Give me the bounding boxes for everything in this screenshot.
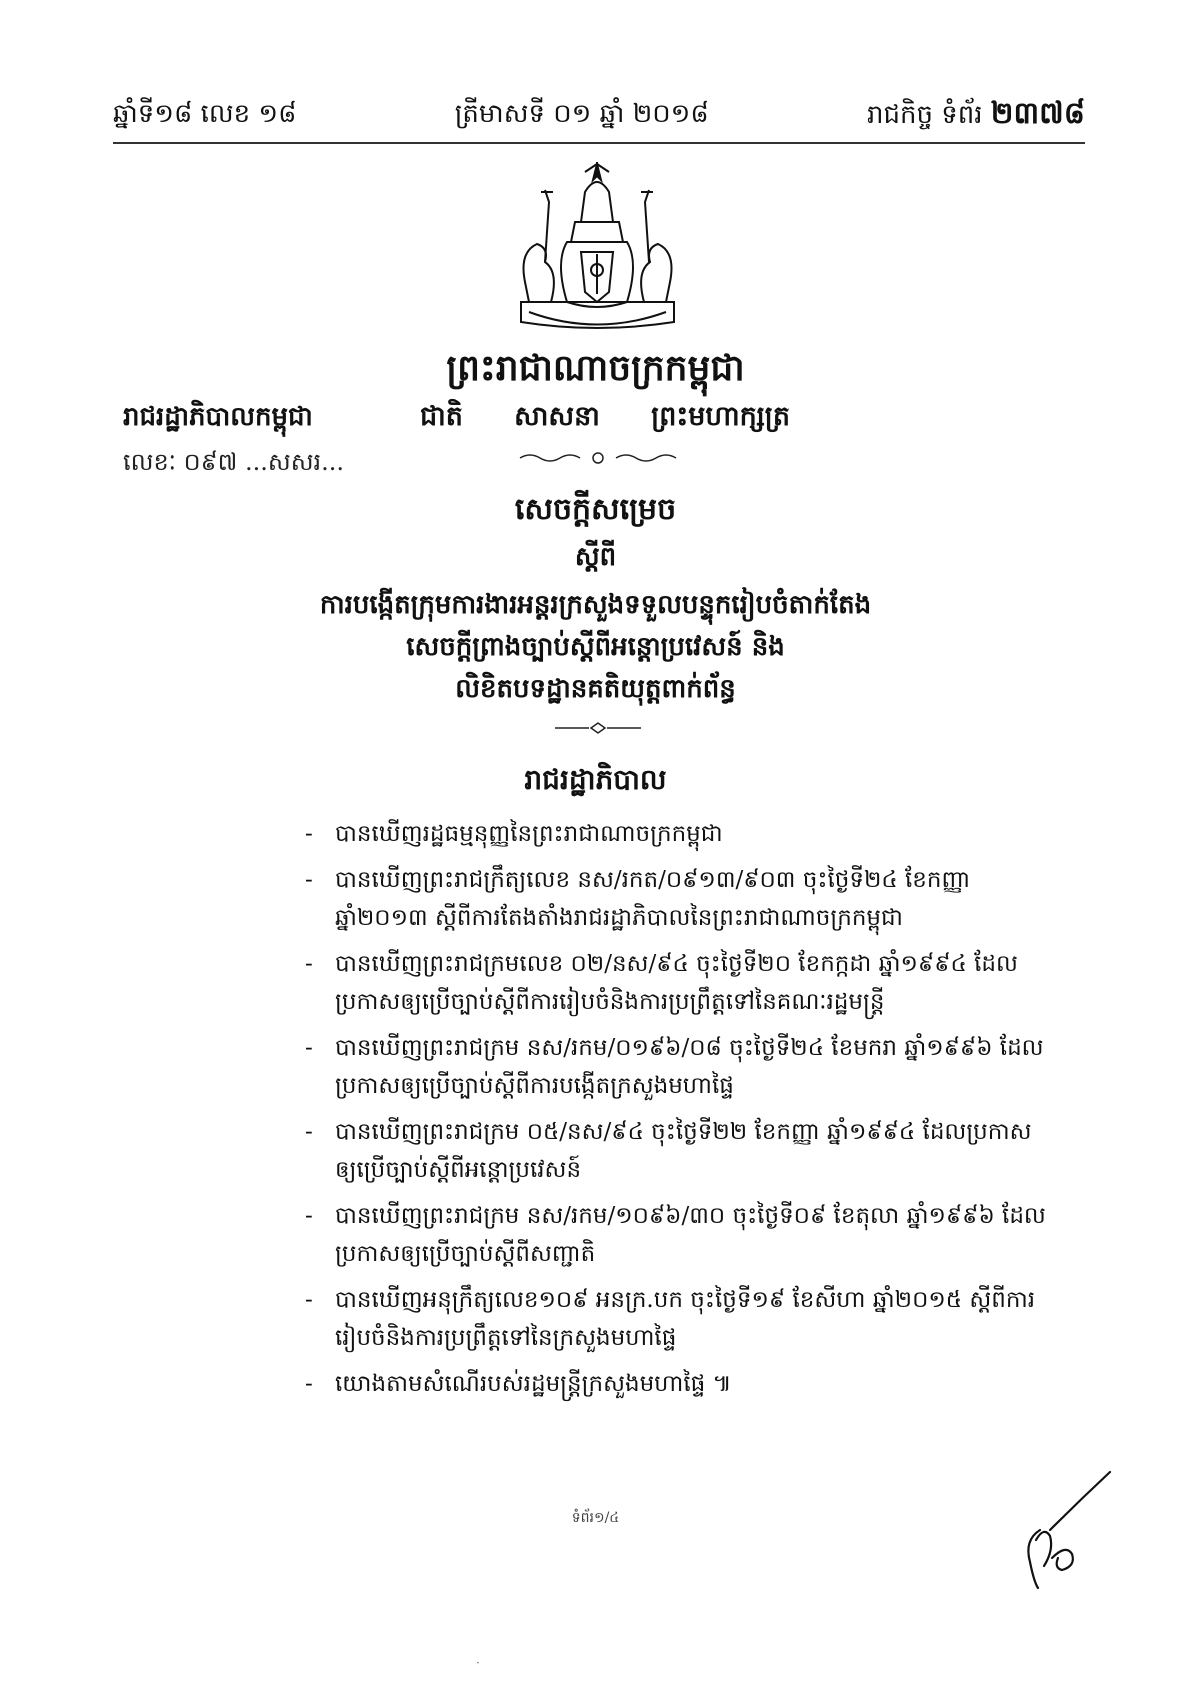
list-item-text: បានឃើញព្រះរាជក្រម ០៥/នស/៩៤ ចុះថ្ងៃទី២២ ខែកញ្ញា ឆ្នាំ១៩៩៤ ដែលប្រកាសឲ្យប្រើច្បាប់ស្តីពីអន្តោប្រវេសន៍ [335,1119,1032,1183]
motto-nation: ជាតិ [420,401,463,432]
decision-title-line-1: ការបង្កើតក្រុមការងារអន្តរក្រសួងទទួលបន្ទុករៀបចំតាក់តែង [319,590,872,620]
ornament-divider-icon [518,450,678,466]
list-item [305,1029,1050,1105]
bullet-dash: - [305,821,313,847]
list-item [305,1365,1050,1403]
list-item [305,861,1050,937]
gazette-page-number: ២៣៧៨ [990,96,1085,131]
motto-religion: សាសនា [514,401,600,432]
legal-basis-list [305,815,1050,1411]
bullet-dash: - [305,1287,313,1313]
list-item [305,1281,1050,1357]
signature-icon [1010,1470,1120,1590]
list-item [305,1113,1050,1189]
bullet-dash: - [305,1035,313,1061]
gazette-page-prefix: រាជកិច្ច ទំព័រ [866,100,983,130]
national-motto [420,400,790,439]
bullet-dash: - [305,867,313,893]
gazette-year-issue: ឆ្នាំទី១៨ លេខ ១៨ [113,99,297,129]
list-item-text: បានឃើញអនុក្រឹត្យលេខ១០៩ អនក្រ.បក ចុះថ្ងៃទី១៩ ខែសីហា ឆ្នាំ២០១៥ ស្តីពីការរៀបចំនិងការប្រព្រឹត្តទៅនៃក្រសួងមហាផ្ទៃ [335,1287,1036,1351]
scan-speck: · [476,1656,480,1670]
decision-title-line-2: សេចក្តីព្រាងច្បាប់ស្តីពីអន្តោប្រវេសន៍ និង [406,632,785,662]
list-item [305,945,1050,1021]
bullet-dash: - [305,1203,313,1229]
subject-label: ស្តីពី [574,542,617,572]
list-item-text: បានឃើញព្រះរាជក្រឹត្យលេខ នស/រកត/០៩១៣/៩០៣ ចុះថ្ងៃទី២៤ ខែកញ្ញា ឆ្នាំ២០១៣ ស្តីពីការតែងតាំងរាជរដ្ឋាភិបាលនៃព្រះរាជាណាចក្រកម្ពុជា [335,867,971,931]
authority-heading: រាជរដ្ឋាភិបាល [524,763,667,796]
list-item [305,815,1050,853]
kingdom-title: ព្រះរាជាណាចក្រកម្ពុជា [446,347,745,389]
page-footer: ទំព័រ១/៤ [571,1510,620,1526]
list-item-text: យោងតាមសំណើរបស់រដ្ឋមន្ត្រីក្រសួងមហាផ្ទៃ ៕ [335,1371,732,1397]
list-item-text: បានឃើញរដ្ឋធម្មនុញ្ញនៃព្រះរាជាណាចក្រកម្ពុជា [335,821,723,847]
motto-king: ព្រះមហាក្សត្រ [651,401,790,432]
list-item [305,1197,1050,1273]
small-divider-icon [555,722,641,734]
bullet-dash: - [305,951,313,977]
bullet-dash: - [305,1119,313,1145]
document-type: សេចក្តីសម្រេច [514,492,677,527]
bullet-dash: - [305,1371,313,1397]
royal-emblem-icon [515,162,680,337]
list-item-text: បានឃើញព្រះរាជក្រមលេខ ០២/នស/៩៤ ចុះថ្ងៃទី២០ ខែកក្កដា ឆ្នាំ១៩៩៤ ដែលប្រកាសឲ្យប្រើច្បាប់ស្តីពីការរៀបចំនិងការប្រព្រឹត្តទៅនៃគណៈរដ្ឋមន្ត្រី [335,951,1018,1015]
gazette-quarter: ត្រីមាសទី ០១ ឆ្នាំ ២០១៨ [454,99,709,129]
list-item-text: បានឃើញព្រះរាជក្រម នស/រកម/០១៩៦/០៨ ចុះថ្ងៃទី២៤ ខែមករា ឆ្នាំ១៩៩៦ ដែលប្រកាសឲ្យប្រើច្បាប់ស្តីពីការបង្កើតក្រសួងមហាផ្ទៃ [335,1035,1044,1099]
decision-title-line-3: លិខិតបទដ្ឋានគតិយុត្តពាក់ព័ន្ធ [455,674,736,704]
decision-number: លេខៈ ០៩៧ ...សសរ... [123,448,345,476]
gazette-page-ref [867,94,1085,138]
list-item-text: បានឃើញព្រះរាជក្រម នស/រកម/១០៩៦/៣០ ចុះថ្ងៃទី០៩ ខែតុលា ឆ្នាំ១៩៩៦ ដែលប្រកាសឲ្យប្រើច្បាប់ស្តីពីសញ្ជាតិ [335,1203,1046,1267]
issuing-government: រាជរដ្ឋាភិបាលកម្ពុជា [123,402,313,432]
gazette-header [113,90,1085,144]
